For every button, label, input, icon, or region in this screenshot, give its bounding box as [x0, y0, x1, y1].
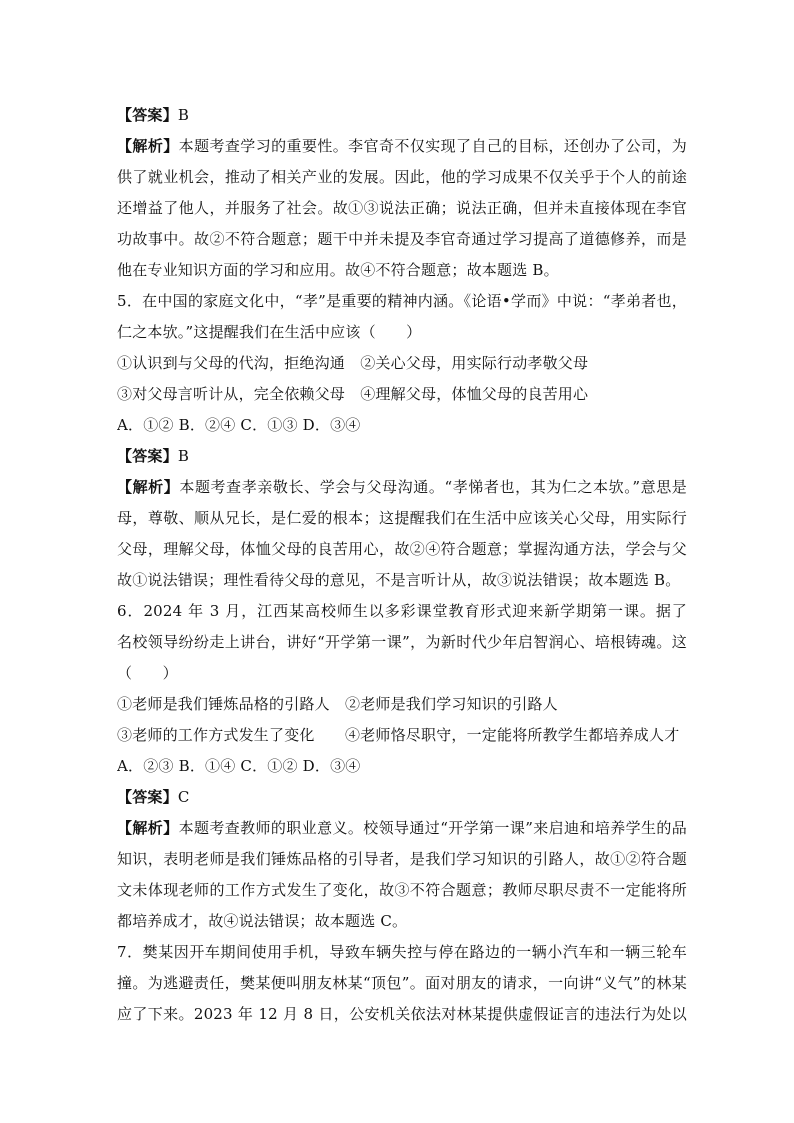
analysis-line: 故①说法错误；理性看待父母的意见，不是言听计从，故③说法错误；故本题选 B。: [117, 571, 681, 589]
answer-tag: 【答案】: [117, 447, 178, 465]
question-line: 应了下来。2023 年 12 月 8 日，公安机关依法对林某提供虚假证言的违法行为处以: [117, 1005, 687, 1023]
document-page: [117, 100, 687, 1030]
option-line: ①老师是我们锤炼品格的引路人 ②老师是我们学习知识的引路人: [117, 695, 558, 713]
question-line: 5．在中国的家庭文化中，“孝”是重要的精神内涵。《论语•学而》中说：“孝弟者也，: [117, 292, 687, 310]
choices-line: A．①② B．②④ C．①③ D．③④: [117, 416, 361, 434]
analysis-line: 母，尊敬、顺从兄长，是仁爱的根本；这提醒我们在生活中应该关心父母，用实际行: [117, 509, 687, 527]
question-line: （ ）: [117, 664, 178, 682]
question-line: 撞。为逃避责任，樊某便叫朋友林某“顶包”。面对朋友的请求，一向讲“义气”的林某: [117, 974, 687, 992]
analysis-text: 本题考查学习的重要性。李官奇不仅实现了自己的目标，还创办了公司，为: [178, 137, 687, 155]
analysis-line: 文未体现老师的工作方式发生了变化，故③不符合题意；教师尽职尽责不一定能将所: [117, 881, 687, 899]
option-line: ③老师的工作方式发生了变化 ④老师恪尽职守，一定能将所教学生都培养成人才: [117, 726, 680, 744]
analysis-line: [117, 472, 687, 503]
question-line: 6．2024 年 3 月，江西某高校师生以多彩课堂教育形式迎来新学期第一课。据了: [117, 602, 687, 620]
question-line: 7．樊某因开车期间使用手机，导致车辆失控与停在路边的一辆小汽车和一辆三轮车: [117, 943, 687, 961]
question-line: 仁之本欤。”这提醒我们在生活中应该（ ）: [117, 323, 422, 341]
analysis-line: 知识，表明老师是我们锤炼品格的引导者，是我们学习知识的引路人，故①②符合题: [117, 850, 687, 868]
answer-line: [117, 782, 687, 813]
answer-line: [117, 100, 687, 131]
analysis-line: 供了就业机会，推动了相关产业的发展。因此，他的学习成果不仅关乎于个人的前途: [117, 168, 687, 186]
analysis-text: 本题考查孝亲敬长、学会与父母沟通。“孝悌者也，其为仁之本欤。”意思是: [179, 478, 687, 496]
answer-value: C: [177, 788, 190, 806]
analysis-line: 功故事中。故②不符合题意；题干中并未提及李官奇通过学习提高了道德修养，而是: [117, 230, 687, 248]
answer-tag: 【答案】: [117, 106, 178, 124]
analysis-line: 还增益了他人，并服务了社会。故①③说法正确；说法正确，但并未直接体现在李官: [117, 199, 687, 217]
analysis-line: [117, 131, 687, 162]
answer-value: B: [177, 447, 190, 465]
analysis-line: 他在专业知识方面的学习和应用。故④不符合题意；故本题选 B。: [117, 261, 559, 279]
option-line: ①认识到与父母的代沟，拒绝沟通 ②关心父母，用实际行动孝敬父母: [117, 354, 589, 372]
answer-tag: 【答案】: [117, 788, 178, 806]
choices-line: A．②③ B．①④ C．①② D．③④: [117, 757, 361, 775]
analysis-line: 父母，理解父母，体恤父母的良苦用心，故②④符合题意；掌握沟通方法，学会与父: [117, 540, 687, 558]
analysis-tag: 【解析】: [117, 478, 180, 496]
answer-value: B: [177, 106, 190, 124]
question-line: 名校领导纷纷走上讲台，讲好“开学第一课”，为新时代少年启智润心、培根铸魂。这: [117, 633, 687, 651]
analysis-tag: 【解析】: [117, 819, 179, 837]
analysis-tag: 【解析】: [117, 137, 179, 155]
analysis-line: 都培养成才，故④说法错误；故本题选 C。: [117, 912, 408, 930]
option-line: ③对父母言听计从，完全依赖父母 ④理解父母，体恤父母的良苦用心: [117, 385, 589, 403]
answer-line: [117, 441, 687, 472]
analysis-line: [117, 813, 687, 844]
analysis-text: 本题考查教师的职业意义。校领导通过“开学第一课”来启迪和培养学生的品: [178, 819, 687, 837]
